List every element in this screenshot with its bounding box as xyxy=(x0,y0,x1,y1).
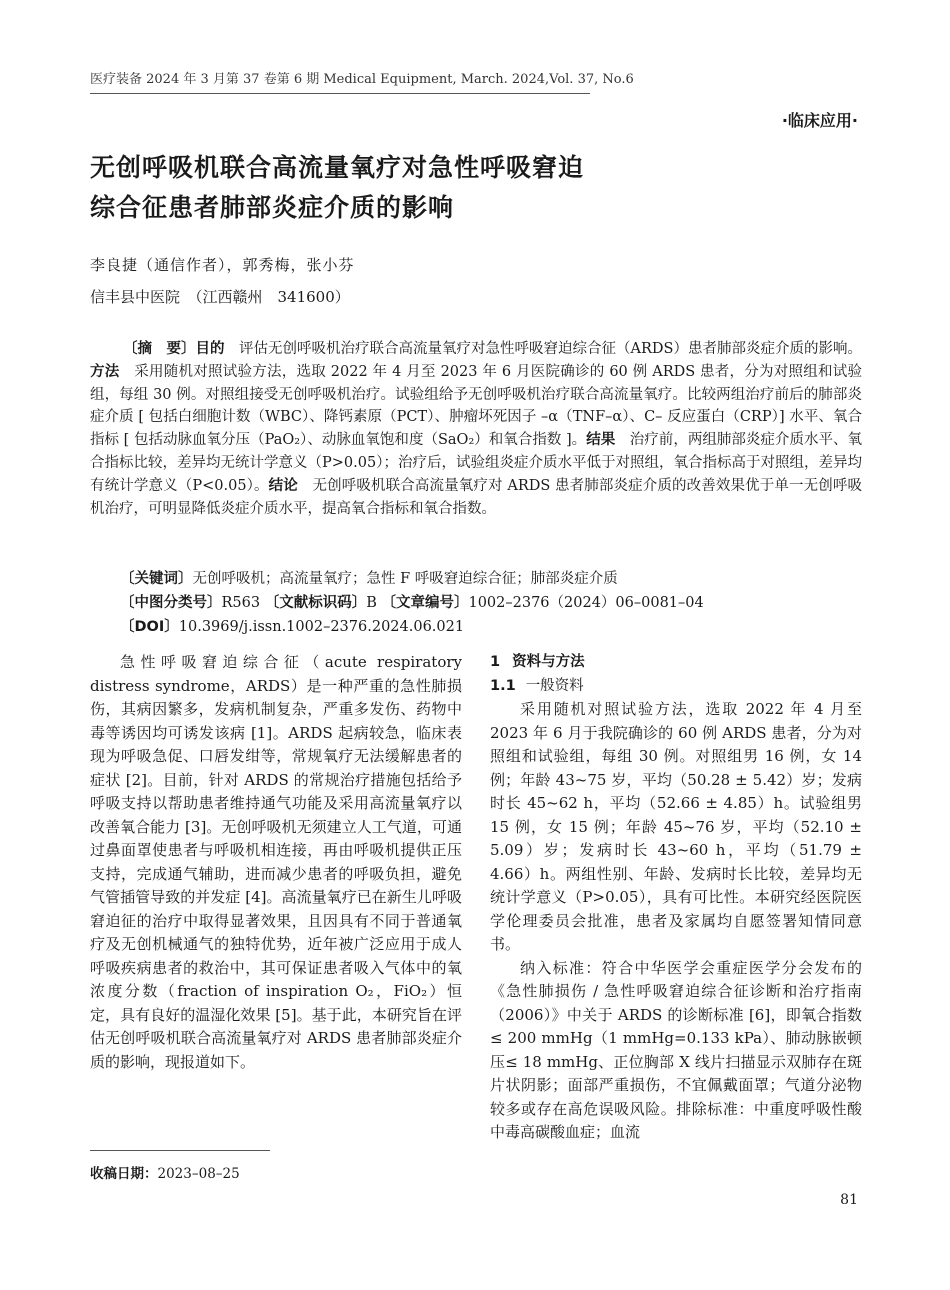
intro-paragraph: 急性呼吸窘迫综合征（acute respiratory distress syndrome，ARDS）是一种严重的急性肺损伤，其病因繁多，发病机制复杂，严重多发伤、药物中毒等诱因均可诱发该病 [1]。ARDS 起病较急，临床表现为呼吸急促、口唇发绀等，常规氧疗无法缓解患者的症状 [2]。目前，针对 ARDS 的常规治疗措施包括给予呼吸支持以帮助患者维持通气功能及采用高流量氧疗以改善氧合能力 [3]。无创呼吸机无须建立人工气道，可通过鼻面罩使患者与呼吸机相连接，再由呼吸机提供正压支持，完成通气辅助，进而减少患者的呼吸负担，避免气管插管导致的并发症 [4]。高流量氧疗已在新生儿呼吸窘迫征的治疗中取得显著效果，且因具有不同于普通氧疗及无创机械通气的独特优势，近年被广泛应用于成人呼吸疾病患者的救治中，其可保证患者吸入气体中的氧浓度分数（fraction of inspiration O₂，FiO₂）恒定，具有良好的温湿化效果 [5]。基于此，本研究旨在评估无创呼吸机联合高流量氧疗对 ARDS 患者肺部炎症介质的影响，现报道如下。 xyxy=(90,653,462,1071)
article-title xyxy=(90,148,790,228)
clc-label: 〔中图分类号〕 xyxy=(120,595,222,611)
left-column xyxy=(90,651,462,1074)
title-line-2: 综合征患者肺部炎症介质的影响 xyxy=(90,193,455,222)
abstract-methods: 采用随机对照试验方法，选取 2022 年 4 月至 2023 年 6 月医院确诊的 60 例 ARDS 患者，分为对照组和试验组，每组 30 例。对照组接受无创呼吸机治疗。试验组给予无创呼吸机治疗联合高流量氧疗。比较两组治疗前后的肺部炎症介质 [ 包括白细胞计数（WBC）、降钙素原（PCT）、肿瘤坏死因子 –α（TNF–α）、C– 反应蛋白（CRP）] 水平、氧合指标 [ 包括动脉血氧分压（PaO₂）、动脉血氧饱和度（SaO₂）和氧合指数 ]。 xyxy=(90,363,862,449)
methods-paragraph: 采用随机对照试验方法，选取 2022 年 4 月至 2023 年 6 月于我院确诊的 60 例 ARDS 患者，分为对照组和试验组，每组 30 例。对照组男 16 例，女 14 例；年龄 43~75 岁，平均（50.28 ± 5.42）岁；发病时长 45~62 h，平均（52.66 ± 4.85）h。试验组男 15 例，女 15 例；年龄 45~76 岁，平均（52.10 ± 5.09）岁；发病时长 43~60 h，平均（51.79 ± 4.66）h。两组性别、年龄、发病时长比较，差异均无统计学意义（P>0.05），具有可比性。本研究经医院医学伦理委员会批准，患者及家属均自愿签署知情同意书。 xyxy=(490,700,862,953)
section-heading xyxy=(490,651,862,675)
received-date xyxy=(90,1162,240,1182)
clc-code: R563 xyxy=(221,595,261,611)
doi-value: 10.3969/j.issn.1002–2376.2024.06.021 xyxy=(178,619,465,635)
methods-label: 方法 xyxy=(90,363,120,380)
classification-line xyxy=(120,592,860,615)
received-label: 收稿日期： xyxy=(90,1166,158,1182)
subsection-title: 一般资料 xyxy=(525,677,584,694)
article-no: 1002–2376（2024）06–0081–04 xyxy=(468,595,704,611)
subsection-number: 1.1 xyxy=(490,677,516,694)
doc-code: B xyxy=(366,595,377,611)
doi-label: 〔DOI〕 xyxy=(120,619,179,635)
abstract xyxy=(90,338,862,520)
abstract-results: 治疗前，两组肺部炎症介质水平、氧合指标比较，差异均无统计学意义（P>0.05）；治疗后，试验组炎症介质水平低于对照组，氧合指标高于对照组，差异均有统计学意义（P<0.05）。 xyxy=(90,432,863,494)
title-line-1: 无创呼吸机联合高流量氧疗对急性呼吸窘迫 xyxy=(90,153,585,182)
footnote-divider xyxy=(90,1150,270,1151)
running-header: 医疗装备 2024 年 3 月第 37 卷第 6 期 Medical Equipment, March. 2024,Vol. 37, No.6 xyxy=(90,68,590,94)
right-column xyxy=(490,651,862,1145)
affiliation: 信丰县中医院 （江西赣州 341600） xyxy=(90,288,350,306)
abstract-objective: 评估无创呼吸机治疗联合高流量氧疗对急性呼吸窘迫综合征（ARDS）患者肺部炎症介质的影响。 xyxy=(224,341,862,357)
doi-line xyxy=(120,616,860,639)
results-label: 结果 xyxy=(586,432,616,449)
conclusion-label: 结论 xyxy=(268,477,298,494)
section-title: 资料与方法 xyxy=(512,654,585,670)
section-number: 1 xyxy=(490,654,501,670)
abstract-conclusion: 无创呼吸机联合高流量氧疗对 ARDS 患者肺部炎症介质的改善效果优于单一无创呼吸机治疗，可明显降低炎症介质水平，提高氧合指标和氧合指数。 xyxy=(90,477,862,517)
author-list: 李良捷（通信作者），郭秀梅，张小芬 xyxy=(90,256,355,274)
article-no-label: 〔文章编号〕 xyxy=(381,595,469,611)
keywords-label: 〔关键词〕 xyxy=(120,571,193,587)
keywords-text: 无创呼吸机；高流量氧疗；急性 F 呼吸窘迫综合征；肺部炎症介质 xyxy=(192,571,618,587)
criteria-paragraph: 纳入标准：符合中华医学会重症医学分会发布的《急性肺损伤 / 急性呼吸窘迫综合征诊断和治疗指南（2006）》中关于 ARDS 的诊断标准 [6]，即氧合指数≤ 200 mmHg（1 mmHg=0.133 kPa）、肺动脉嵌顿压≤ 18 mmHg、正位胸部 X 线片扫描显示双肺存在斑片状阴影；面部严重损伤，不宜佩戴面罩；气道分泌物较多或存在高危误吸风险。排除标准：中重度呼吸性酸中毒高碳酸血症；血流 xyxy=(490,958,862,1141)
abstract-label: 〔摘 要〕目的 xyxy=(123,341,225,357)
keywords-line xyxy=(120,568,860,591)
subsection-heading xyxy=(490,675,862,699)
doc-code-label: 〔文献标识码〕 xyxy=(264,595,367,611)
page-number: 81 xyxy=(840,1192,858,1208)
received-value: 2023–08–25 xyxy=(157,1166,240,1182)
section-tag: ·临床应用· xyxy=(781,111,858,130)
